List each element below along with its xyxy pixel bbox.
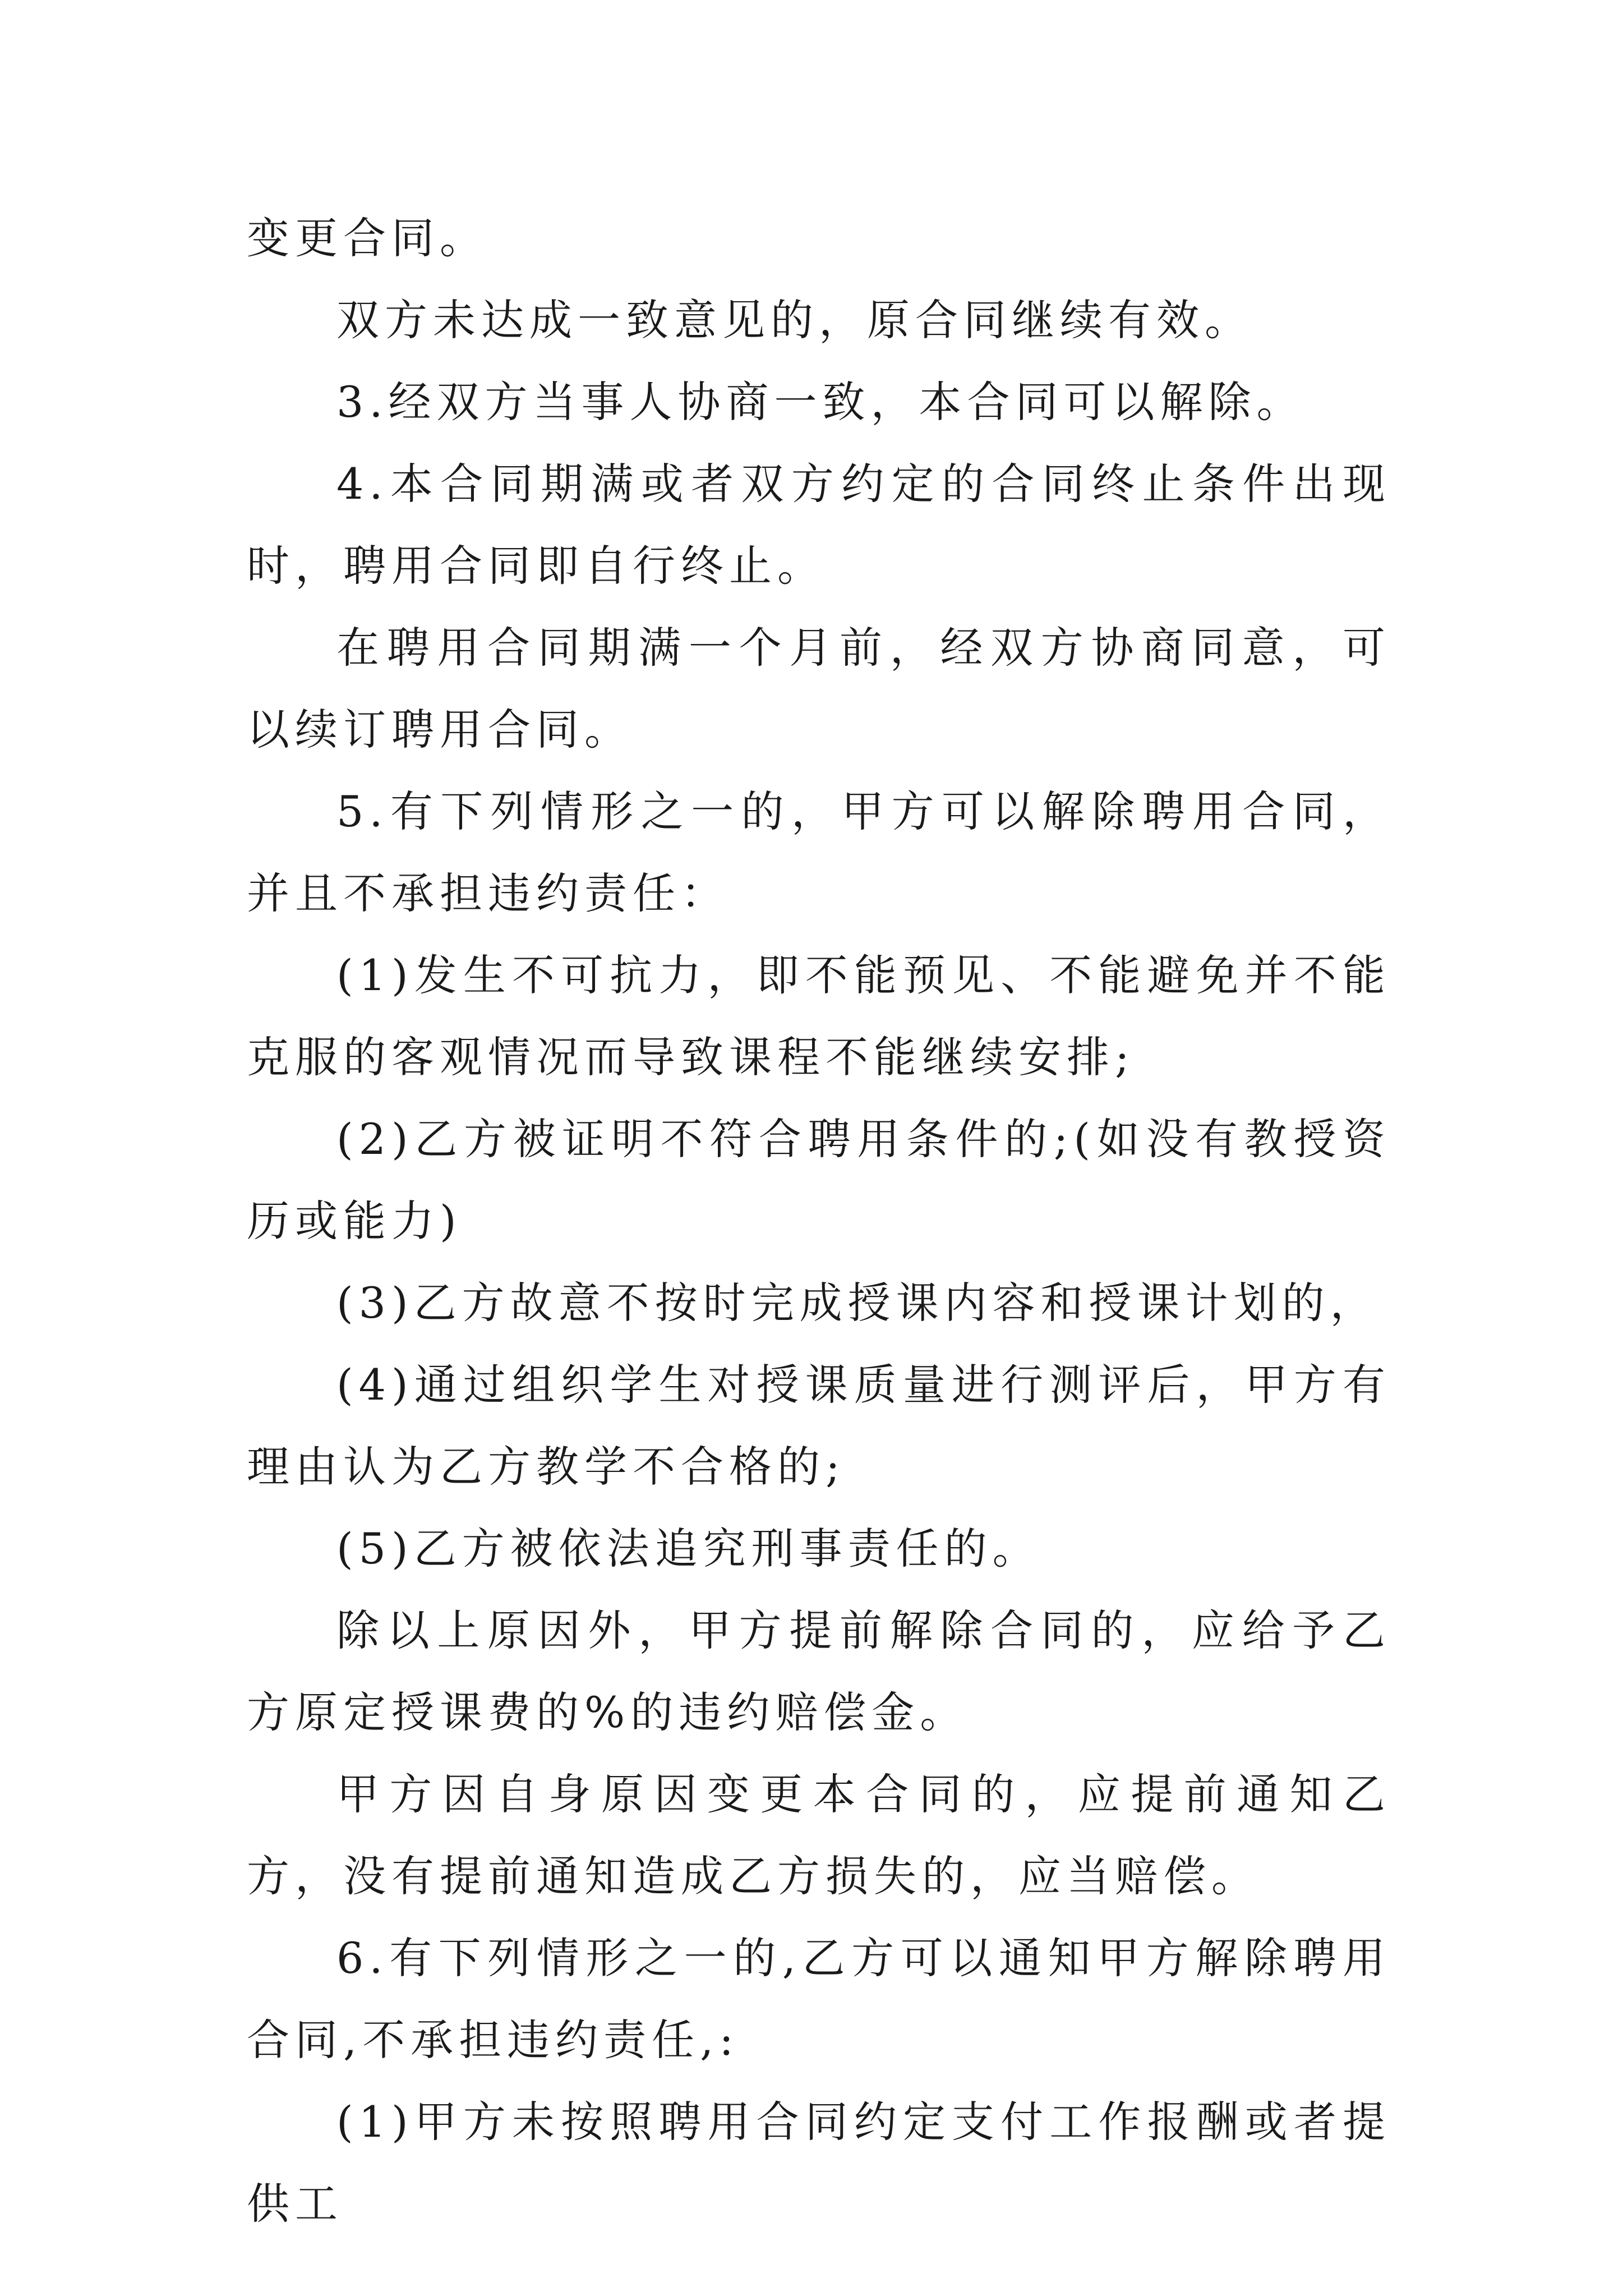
paragraph: (2)乙方被证明不符合聘用条件的;(如没有教授资历或能力) xyxy=(247,1114,1391,1246)
paragraph: (1)甲方未按照聘用合同约定支付工作报酬或者提供工 xyxy=(247,2097,1391,2229)
paragraph: 甲方因自身原因变更本合同的，应提前通知乙方，没有提前通知造成乙方损失的，应当赔偿。 xyxy=(247,1769,1391,1901)
paragraph: 3.经双方当事人协商一致，本合同可以解除。 xyxy=(336,377,1305,427)
paragraph: 6.有下列情形之一的,乙方可以通知甲方解除聘用合同,不承担违约责任,: xyxy=(247,1933,1391,2065)
paragraph: (4)通过组织学生对授课质量进行测评后，甲方有理由认为乙方教学不合格的; xyxy=(247,1360,1391,1492)
paragraph: 除以上原因外，甲方提前解除合同的，应给予乙方原定授课费的%的违约赔偿金。 xyxy=(247,1605,1391,1737)
paragraph: 变更合同。 xyxy=(247,213,488,263)
paragraph: 5.有下列情形之一的，甲方可以解除聘用合同，并且不承担违约责任： xyxy=(247,786,1391,918)
paragraph: (5)乙方被依法追究刑事责任的。 xyxy=(336,1524,1041,1573)
paragraph: 双方未达成一致意见的，原合同继续有效。 xyxy=(336,295,1253,345)
document-body xyxy=(247,197,1391,2245)
paragraph: 在聘用合同期满一个月前，经双方协商同意，可以续订聘用合同。 xyxy=(247,623,1391,754)
paragraph: (3)乙方故意不按时完成授课内容和授课计划的， xyxy=(336,1278,1378,1328)
paragraph: 4.本合同期满或者双方约定的合同终止条件出现时，聘用合同即自行终止。 xyxy=(247,459,1391,591)
paragraph: (1)发生不可抗力，即不能预见、不能避免并不能克服的客观情况而导致课程不能继续安排; xyxy=(247,950,1391,1082)
